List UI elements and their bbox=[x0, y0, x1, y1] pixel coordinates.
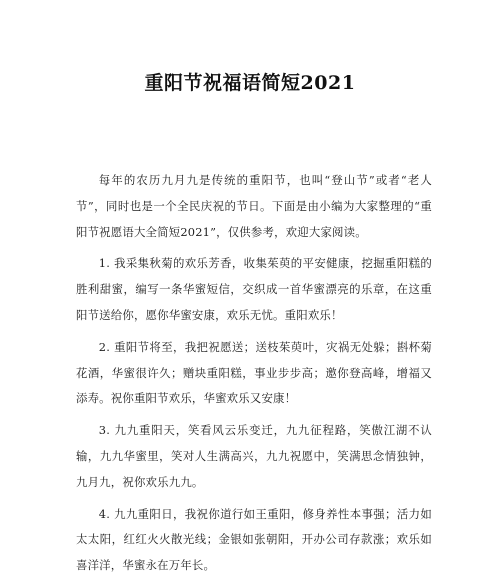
intro-paragraph: 每年的农历九月九是传统的重阳节，也叫“登山节”或者“老人节”，同时也是一个全民庆祝的节日。下面是由小编为大家整理的“重阳节祝愿语大全简短2021”，仅供参考，欢迎大家阅读。 bbox=[76, 173, 432, 239]
document-title: 重阳节祝福语简短2021 bbox=[144, 72, 356, 94]
blessing-paragraph-1: 1. 我采集秋菊的欢乐芳香，收集茱萸的平安健康，挖掘重阳糕的胜利甜蜜，编写一条华蜜短信，交织成一首华蜜漂亮的乐章，在这重阳节送给你，愿你华蜜安康，欢乐无忧。重阳欢乐！ bbox=[76, 256, 432, 322]
document-body bbox=[76, 168, 432, 579]
blessing-paragraph-4: 4. 九九重阳日，我祝你道行如王重阳，修身养性本事强；活力如太太阳，红红火火散光线；金银如张朝阳，开办公司存款涨；欢乐如喜洋洋，华蜜永在万年长。 bbox=[76, 506, 432, 573]
blessing-paragraph-2: 2. 重阳节将至，我把祝愿送；送枝茱萸叶，灾祸无处躲；斟杯菊花酒，华蜜很许久；赠块重阳糕，事业步步高；邀你登高峰，增福又添寿。祝你重阳节欢乐，华蜜欢乐又安康！ bbox=[76, 339, 432, 406]
blessing-paragraph-3: 3. 九九重阳天，笑看风云乐变迁，九九征程路，笑傲江湖不认输，九九华蜜里，笑对人生满高兴，九九祝愿中，笑满思念情独钟，九月九，祝你欢乐九九。 bbox=[76, 423, 432, 489]
